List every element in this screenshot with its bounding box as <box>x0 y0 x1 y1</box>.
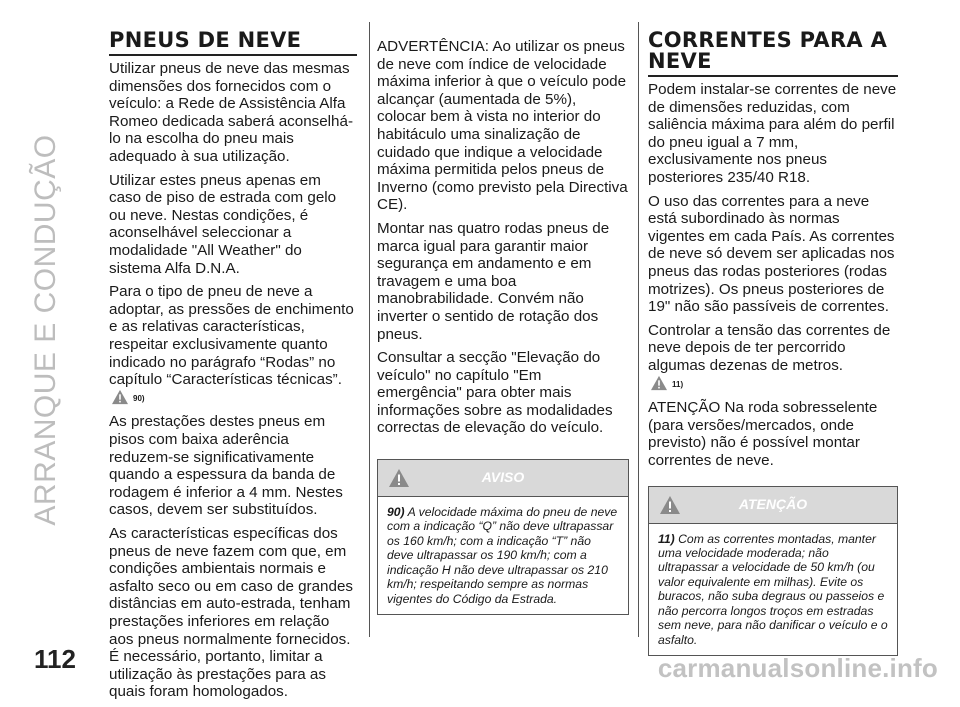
paragraph: As características específicas dos pneus de neve fazem com que, em condições ambientais normais e asfalto seco ou em caso de grandes distâncias em auto-estrada, tenham prestações inferiores em relação aos pneus normalmente fornecidos. É necessário, portanto, limitar a utilização às prestações para as quais foram homologados. <box>109 525 353 701</box>
note-text: A velocidade máxima do pneu de neve com a indicação “Q” não deve ultrapassar os 160 km/h; com a indicação “T” não deve ultrapassar os 190 km/h; com a indicação H não deve ultrapassar os 210 km/h; respeitando sempre as normas vigentes do Código da Estrada. <box>387 505 618 606</box>
paragraph: Utilizar estes pneus apenas em caso de piso de estrada com gelo ou neve. Nestas condições, é aconselhável seleccionar a modalidade "All Weather" do sistema Alfa D.N.A. <box>109 171 337 277</box>
page-number: 112 <box>34 644 76 674</box>
paragraph-text: Controlar a tensão das correntes de neve depois de ter percorrido algumas dezenas de metros. <box>648 321 891 374</box>
paragraph: As prestações destes pneus em pisos com baixa aderência reduzem-se significativamente quando a espessura da banda de rodagem é inferior a 4 mm. Nestes casos, devem ser substituídos. <box>109 413 343 519</box>
note-header <box>649 487 897 523</box>
warning-icon <box>388 468 410 488</box>
paragraph: ATENÇÃO Na roda sobresselente (para versões/mercados, onde previsto) não é possível montar correntes de neve. <box>648 399 878 470</box>
note-number: 11) <box>658 531 675 546</box>
note-number: 90) <box>387 505 405 520</box>
note-header <box>378 460 628 496</box>
note-reference: 90) <box>133 393 145 403</box>
paragraph: ADVERTÊNCIA: Ao utilizar os pneus de neve com índice de velocidade máxima inferior à que o veículo pode alcançar (aumentada de 5%), colocar bem à vista no interior do habitáculo uma sinalização de cuidado que indique a velocidade máxima permitida pelos pneus de Inverno (como previsto pela Directiva CE). <box>377 38 628 214</box>
note-title: ATENÇÃO <box>738 495 808 512</box>
note-reference: 11) <box>672 379 684 389</box>
paragraph: Montar nas quatro rodas pneus de marca igual para garantir maior segurança em andamento e em travagem e uma boa manobrabilidade. Convém não inverter o sentido de rotação dos pneus. <box>377 219 610 343</box>
paragraph <box>648 322 898 394</box>
paragraph <box>109 283 357 407</box>
paragraph: O uso das correntes para a neve está subordinado às normas vigentes em cada País. As correntes de neve só devem ser aplicadas nos pneus das rodas posteriores (rodas motrizes). Os pneus posteriores de 19" não são passíveis de correntes. <box>648 192 895 316</box>
paragraph: Utilizar pneus de neve das mesmas dimensões dos fornecidos com o veículo: a Rede de Assistência Alfa Romeo dedicada saberá aconselhá-lo na escolha do pneu mais adequado à sua utilização. <box>109 60 354 165</box>
column-divider <box>638 22 639 637</box>
section-heading-snow-chains: CORRENTES PARA A NEVE <box>648 30 898 77</box>
paragraph: Consultar a secção "Elevação do veículo" no capítulo "Em emergência" para obter mais informações sobre as modalidades correctas de elevação do veículo. <box>377 349 613 437</box>
chapter-side-title: ARRANQUE E CONDUÇÃO <box>29 134 62 526</box>
note-body <box>649 523 897 655</box>
column-1 <box>109 30 357 707</box>
note-text: Com as correntes montadas, manter uma velocidade moderada; não ultrapassar a velocidade de 50 km/h (ou valor equivalente em milhas). Evite os buracos, não suba degraus ou passeios e não percorra longos troços em estradas sem neve, para não danificar o veículo e o asfalto. <box>658 531 888 647</box>
attention-note-box <box>648 486 898 656</box>
column-divider <box>369 22 370 637</box>
warning-note-box <box>377 459 629 615</box>
column-2 <box>377 38 629 615</box>
warning-icon <box>650 375 668 391</box>
paragraph-text: Para o tipo de pneu de neve a adoptar, as pressões de enchimento e as relativas características, respeitar exclusivamente quanto indicado no parágrafo “Rodas” no capítulo “Características técnicas”. <box>109 283 354 389</box>
note-title: AVISO <box>481 469 525 486</box>
warning-icon <box>111 389 129 405</box>
section-heading-snow-tyres: PNEUS DE NEVE <box>109 30 357 56</box>
note-body <box>378 496 628 614</box>
watermark: carmanualsonline.info <box>657 653 938 683</box>
column-3 <box>648 30 898 656</box>
paragraph: Podem instalar-se correntes de neve de dimensões reduzidas, com saliência máxima para além do perfil do pneu igual a 7 mm, exclusivamente nos pneus posteriores 235/40 R18. <box>648 81 897 186</box>
warning-icon <box>659 495 681 515</box>
